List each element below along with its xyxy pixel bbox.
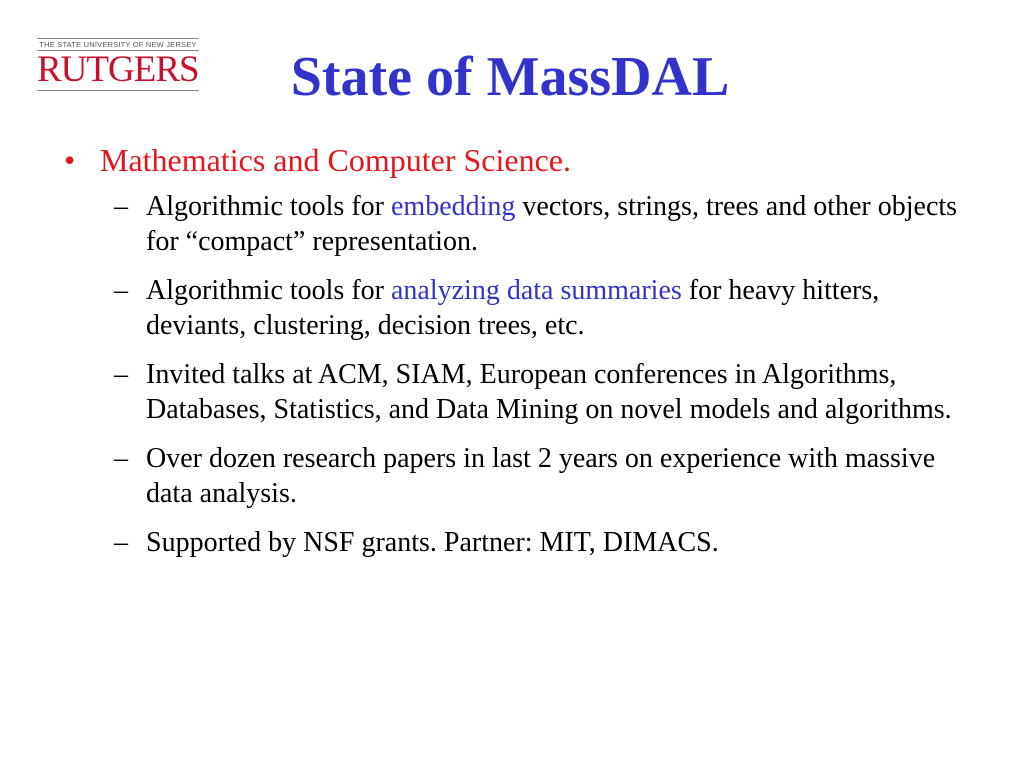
sub-bullet-text-before: Algorithmic tools for — [146, 191, 391, 222]
dash-icon: – — [114, 443, 128, 474]
sub-bullet-item — [64, 525, 984, 560]
sub-bullet-item — [64, 441, 984, 511]
slide-title: State of MassDAL — [290, 46, 730, 108]
dash-icon: – — [114, 527, 128, 558]
slide-content — [64, 140, 984, 574]
sub-bullet-item — [64, 273, 984, 343]
sub-bullet-text: Supported by NSF grants. Partner: MIT, DIMACS. — [146, 527, 719, 558]
sub-bullet-text-after: vectors, strings, trees and other objects for “compact” representation. — [146, 191, 958, 257]
bullet-dot-icon: • — [64, 142, 76, 178]
sub-bullet-text-before: Algorithmic tools for — [146, 275, 391, 306]
sub-bullet-text: Invited talks at ACM, SIAM, European conferences in Algorithms, Databases, Statistics, and Data Mining on novel models and algorithms. — [146, 359, 952, 425]
main-bullet — [64, 140, 984, 180]
dash-icon: – — [114, 275, 128, 306]
sub-bullet-text: Over dozen research papers in last 2 years on experience with massive data analysis. — [146, 443, 936, 509]
logo-wordmark: RUTGERS — [37, 49, 199, 90]
sub-bullet-list — [64, 189, 984, 560]
dash-icon: – — [114, 359, 128, 390]
logo-tagline: THE STATE UNIVERSITY OF NEW JERSEY — [37, 38, 199, 51]
sub-bullet-item — [64, 189, 984, 259]
sub-bullet-item — [64, 357, 984, 427]
dash-icon: – — [114, 191, 128, 222]
sub-bullet-highlight: embedding — [390, 191, 516, 222]
rutgers-logo — [37, 38, 199, 91]
logo-rule — [37, 90, 199, 91]
sub-bullet-highlight: analyzing data summaries — [390, 275, 682, 306]
main-bullet-text: Mathematics and Computer Science. — [100, 142, 571, 178]
sub-bullet-text-after: for heavy hitters, deviants, clustering, decision trees, etc. — [146, 275, 880, 341]
